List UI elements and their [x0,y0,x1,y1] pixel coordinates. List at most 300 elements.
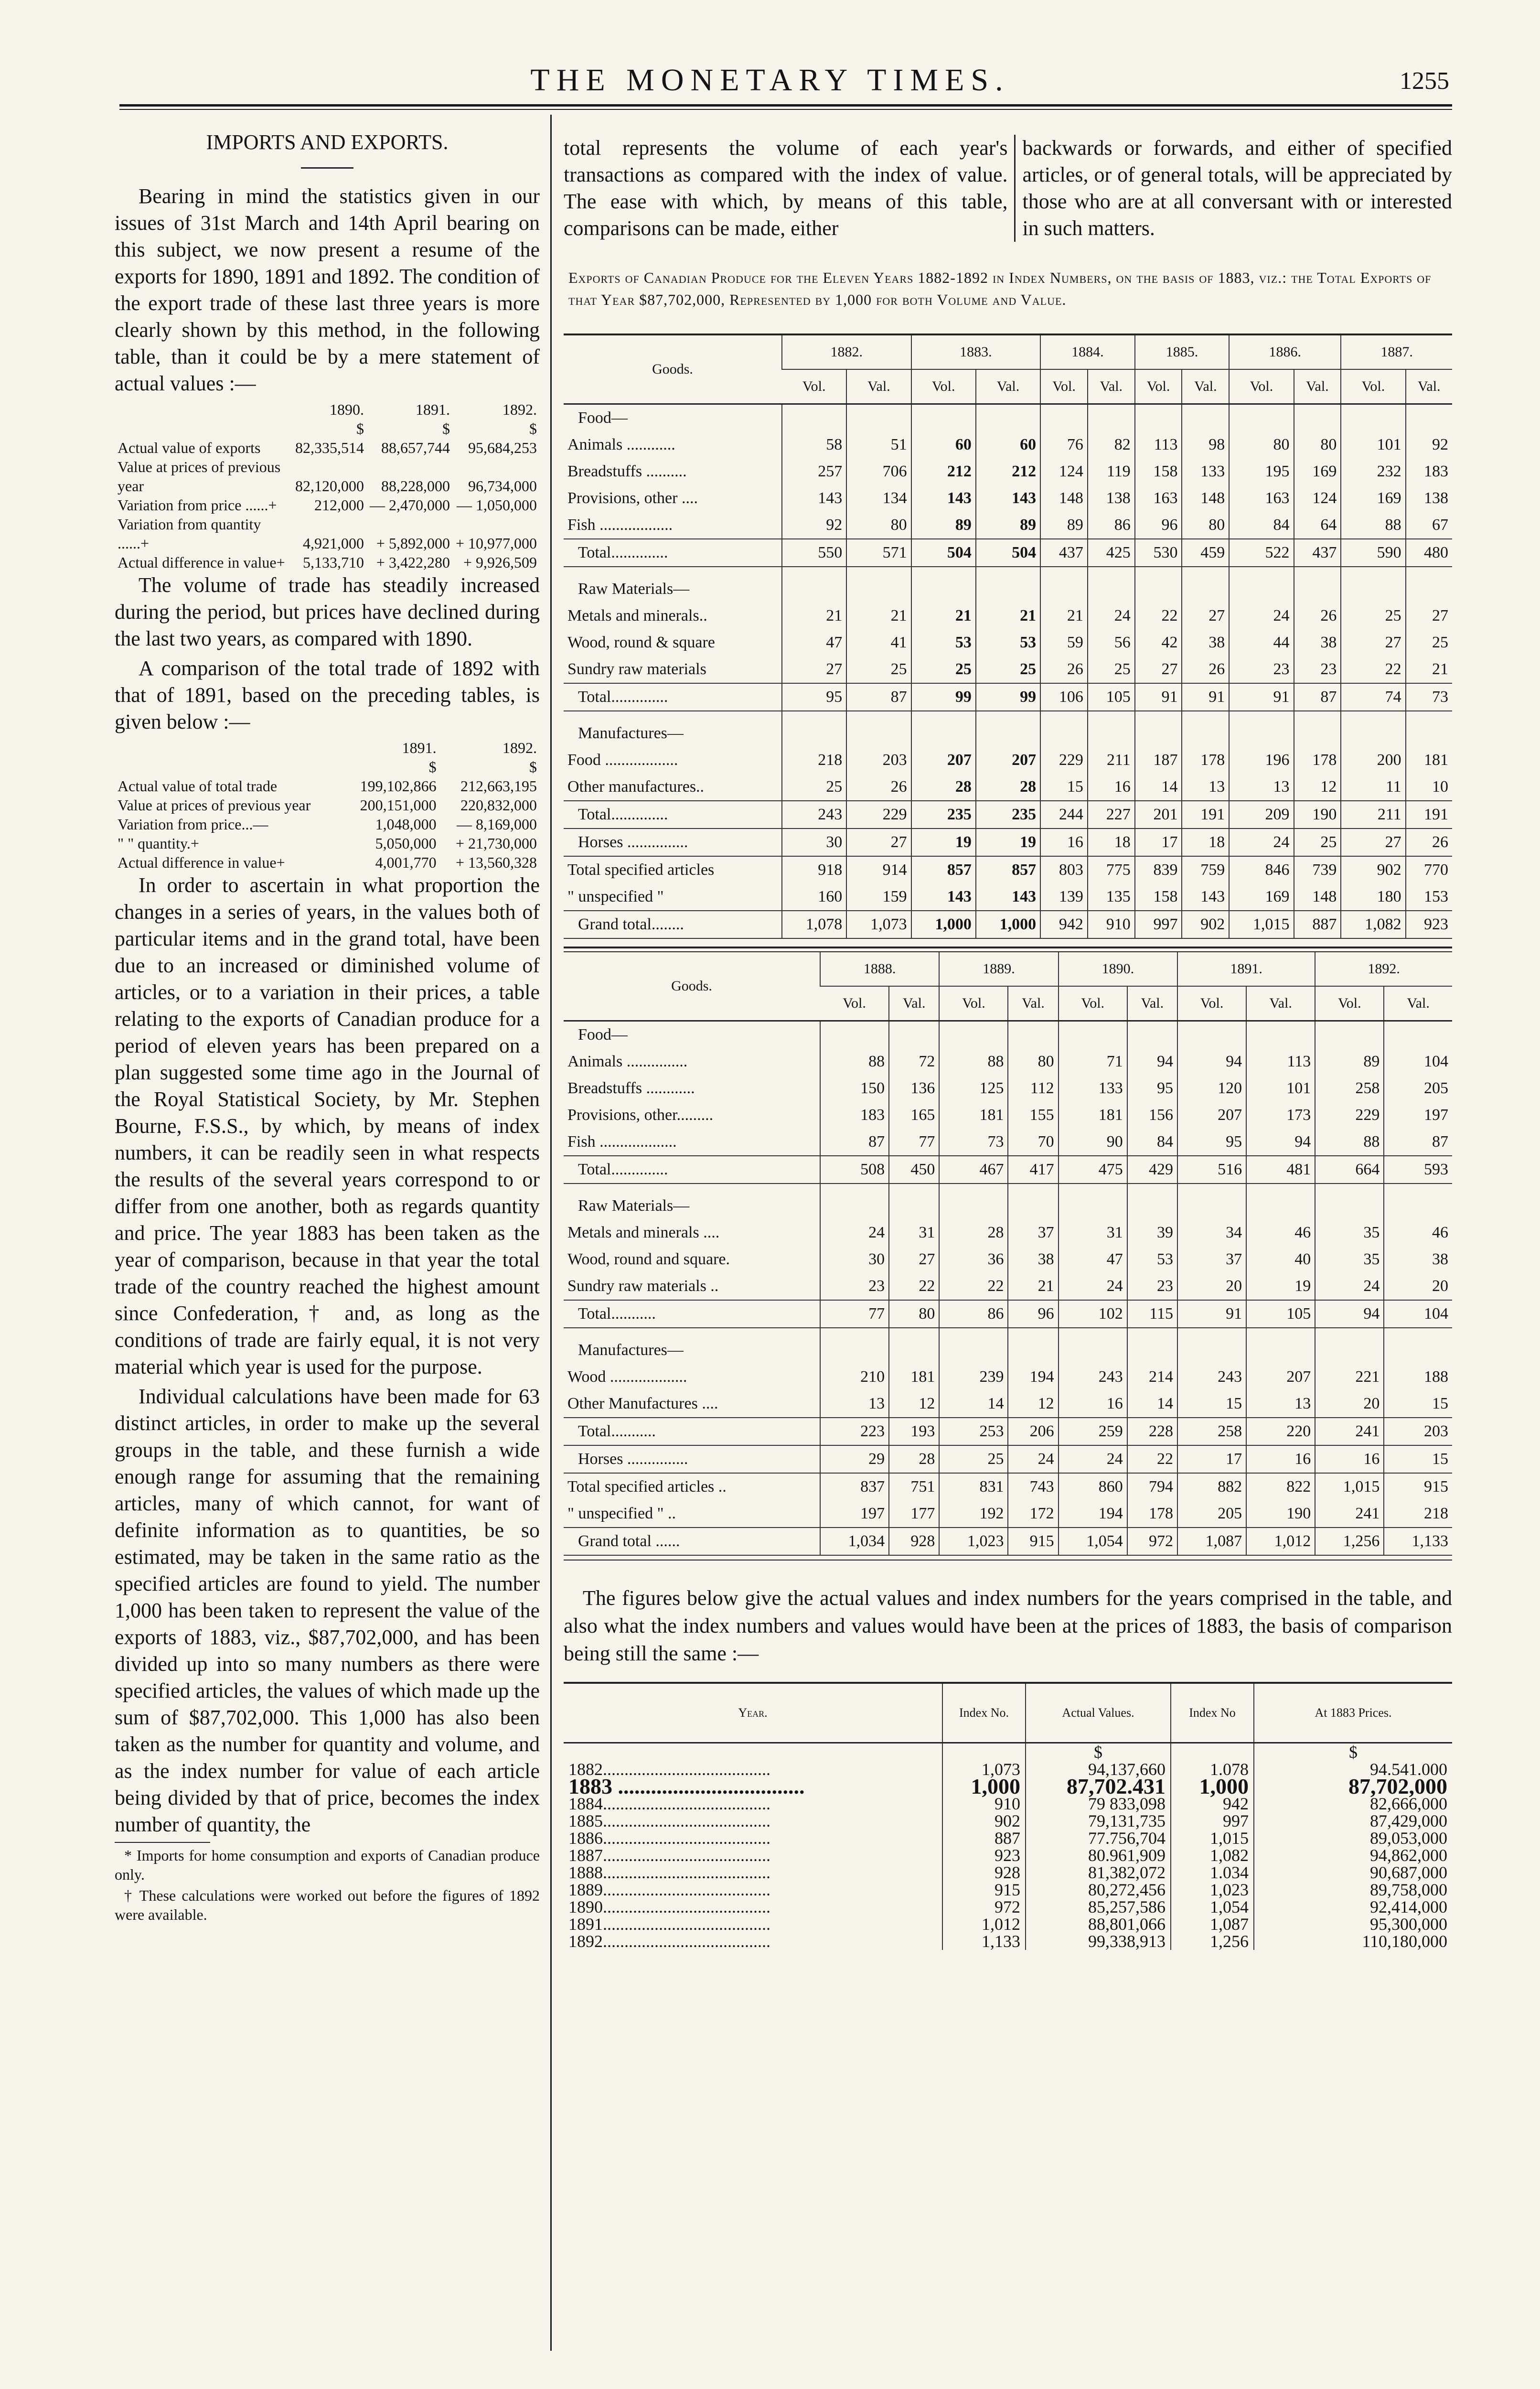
cell: 94 [1177,1048,1246,1075]
cell: 21 [846,603,911,629]
cell [889,1021,939,1049]
row-label: Total.............. [564,1156,820,1184]
row-label: Actual difference in value+ [118,854,285,871]
table-row [115,438,540,457]
vol-head: Vol. [1315,986,1384,1021]
cell: 751 [889,1473,939,1500]
cell: 84 [1229,512,1294,539]
cell: 923 [942,1847,1026,1864]
table-row [115,815,540,834]
table-row [564,1048,1452,1075]
year-head: 1884. [1040,335,1135,369]
cell: 163 [1135,485,1182,512]
table-caption: Exports of Canadian Produce for the Eleven Years 1882-1892 in Index Numbers, on the basis of 1883, viz.: the Total Exports of that Year $87,702,000, Represented by 1,000 for both Volume and Value. [568,269,1432,308]
row-label: " " quantity.+ [118,835,199,852]
cell: 82 [1088,431,1135,458]
cell: 1,000 [911,911,976,938]
table-row [115,553,540,572]
cell: 997 [1171,1812,1254,1829]
cell: 1,078 [782,911,846,938]
cell: 115 [1127,1300,1177,1328]
cell: 194 [1008,1364,1058,1390]
row-label: Wood, round and square. [567,1250,730,1268]
cell: 593 [1384,1156,1452,1184]
cell [820,1021,889,1049]
cell: 13 [820,1390,889,1418]
cell: 15 [1177,1390,1246,1418]
cell: 120 [1177,1075,1246,1102]
cell [1182,404,1229,432]
cell: 87 [1384,1129,1452,1156]
row-label: " unspecified " [567,888,664,905]
table-row [564,1129,1452,1156]
group-head-row [564,576,1452,603]
cell: 88 [820,1048,889,1075]
group-head-row [564,1021,1452,1049]
cell: 88,801,066 [1026,1916,1171,1933]
cell: 169 [1341,485,1405,512]
cell: 218 [1384,1500,1452,1528]
group-head-row [564,1193,1452,1219]
cell: 27 [889,1246,939,1273]
table-row [564,1500,1452,1528]
paragraph-index-values: The figures below give the actual values and index numbers for the years comprised in the table, and also what the index numbers and values would have been at the prices of 1883, the basis of comparison being still the same :— [564,1586,1452,1665]
val-head: Val. [1294,369,1341,404]
cell: 27 [1341,829,1405,856]
year-label: 1891....................................... [568,1915,770,1934]
row-label: Animals ............ [567,436,675,453]
year-label: 1883 .................................. [568,1774,805,1798]
table-row [564,485,1452,512]
cell: 26 [1406,829,1452,856]
cell: 26 [1294,603,1341,629]
table-row [564,603,1452,629]
cell [1246,1021,1315,1049]
cell: + 13,560,328 [455,854,537,871]
cell: 504 [911,539,976,567]
cell: 229 [1040,747,1088,774]
actual-values-head: Actual Values. [1026,1684,1171,1743]
cell: 26 [846,774,911,801]
cell: 530 [1135,539,1182,567]
cell: 67 [1406,512,1452,539]
vol-head: Vol. [1135,369,1182,404]
table-row [564,1916,1452,1933]
cell: 928 [889,1528,939,1555]
column-divider [550,115,552,2351]
cell: 516 [1177,1156,1246,1184]
vol-head: Vol. [939,986,1008,1021]
cell: 4,001,770 [375,854,437,871]
cell: 22 [1135,603,1182,629]
table-row [564,1364,1452,1390]
cell: 105 [1088,683,1135,711]
row-label: Other Manufactures .... [567,1395,718,1412]
year-head: 1892. [1315,952,1452,986]
spacer-row [564,1184,1452,1193]
cell: 21 [911,603,976,629]
cell [1088,576,1135,603]
group-head-row [564,720,1452,747]
row-label: Food— [578,1026,628,1044]
table-row [564,656,1452,683]
row-label: Wood ................... [567,1368,687,1386]
row-label: Breadstuffs ............ [567,1079,695,1097]
cell [1384,1193,1452,1219]
cell: 235 [911,801,976,829]
table-row [564,1390,1452,1418]
row-label: Total........... [564,1418,820,1445]
row-label: Variation from quantity ......+ [118,516,261,552]
cell: 80 [1229,431,1294,458]
cell: 28 [889,1445,939,1473]
table-sep-rule [564,947,1452,948]
year-label: 1892....................................... [568,1932,770,1951]
cell: 104 [1384,1048,1452,1075]
cell: 258 [1177,1418,1246,1445]
cell: 181 [1059,1102,1127,1129]
cell: 190 [1246,1500,1315,1528]
cell: 106 [1040,683,1088,711]
cell: 1,082 [1341,911,1405,938]
cell: 110,180,000 [1254,1933,1452,1950]
cell: 36 [939,1246,1008,1273]
cell: 143 [976,485,1040,512]
cell [1229,404,1294,432]
cell: 1,012 [942,1916,1026,1933]
cell: 94 [1127,1048,1177,1075]
spacer-row [564,1328,1452,1337]
cell: 26 [1182,656,1229,683]
cell: 88 [1315,1129,1384,1156]
cell: 56 [1088,629,1135,656]
year-head: 1892. [503,739,537,756]
cell: 196 [1229,747,1294,774]
cell [820,1193,889,1219]
cell: 241 [1315,1418,1384,1445]
cell: 163 [1229,485,1294,512]
val-head: Val. [1127,986,1177,1021]
cell: 104 [1384,1300,1452,1328]
table-row [564,856,1452,883]
cell: 38 [1182,629,1229,656]
cell: 197 [1384,1102,1452,1129]
cell: 450 [889,1156,939,1184]
cell: 928 [942,1864,1026,1881]
row-label: Animals ............... [567,1053,688,1070]
table-row [564,747,1452,774]
cell: 44 [1229,629,1294,656]
cell: 80 [846,512,911,539]
cell: + 9,926,509 [463,554,537,571]
cell: 1,023 [1171,1881,1254,1898]
cell: 80 [1008,1048,1058,1075]
cell: 915 [942,1881,1026,1898]
table-row [115,515,540,553]
cell: 77 [820,1300,889,1328]
cell: 257 [782,458,846,485]
cell: 169 [1229,883,1294,911]
cell: 153 [1406,883,1452,911]
cell: 739 [1294,856,1341,883]
cell: 27 [846,829,911,856]
cell: 112 [1008,1075,1058,1102]
table-row [115,834,540,853]
paragraph-intro: Bearing in mind the statistics given in our issues of 31st March and 14th April bearing on this subject, we now present a resume of the exports for 1890, 1891 and 1892. The condition of the export trade of these last three years is more clearly shown by this method, in the following table, than it could be by a mere statement of actual values :— [115,184,540,395]
cell: 53 [976,629,1040,656]
goods-head: Goods. [564,335,782,404]
cell: 148 [1040,485,1088,512]
spacer-row [564,567,1452,576]
cell: 193 [889,1418,939,1445]
cell: 803 [1040,856,1088,883]
cell: 1,054 [1171,1898,1254,1916]
cell [939,1193,1008,1219]
cell: 77 [889,1129,939,1156]
cell: 91 [1182,683,1229,711]
cell [782,720,846,747]
cell: 664 [1315,1156,1384,1184]
cell: 181 [1406,747,1452,774]
cell: 199,102,866 [360,777,437,795]
val-head: Val. [1182,369,1229,404]
cell: 17 [1135,829,1182,856]
unit-head: $ [356,420,364,437]
year-label: 1884....................................... [568,1794,770,1813]
cell [1127,1337,1177,1364]
cell: 25 [1406,629,1452,656]
cell [1229,576,1294,603]
cell [820,1337,889,1364]
cell: 87 [846,683,911,711]
cell: 860 [1059,1473,1127,1500]
cell: 571 [846,539,911,567]
cell [846,576,911,603]
cell [1040,404,1088,432]
year-col-head: Year. [564,1684,942,1743]
cell: 21 [1040,603,1088,629]
section-title: IMPORTS AND EXPORTS. [206,130,449,154]
cell: 1,087 [1171,1916,1254,1933]
cell: 942 [1171,1795,1254,1812]
cell: 47 [1059,1246,1127,1273]
cell: 47 [782,629,846,656]
val-head: Val. [1088,369,1135,404]
cell: 17 [1177,1445,1246,1473]
cell: 88,228,000 [381,477,450,495]
unit-head: $ [529,758,537,775]
cell: 133 [1059,1075,1127,1102]
cell: 96 [1008,1300,1058,1328]
cell: 902 [1182,911,1229,938]
cell: 1,087 [1177,1528,1246,1555]
cell: 87,702,000 [1254,1778,1452,1795]
cell: 915 [1384,1473,1452,1500]
cell: 14 [1135,774,1182,801]
cell: 181 [889,1364,939,1390]
row-label: Provisions, other......... [567,1106,714,1124]
cell: 96,734,000 [468,477,537,495]
cell [1135,404,1182,432]
cell: 135 [1088,883,1135,911]
cell: 12 [889,1390,939,1418]
cell [1294,720,1341,747]
cell: 87,702.431 [1026,1778,1171,1795]
at-1883-prices-head: At 1883 Prices. [1254,1684,1452,1743]
cell: 94 [1315,1300,1384,1328]
cell: 229 [846,801,911,829]
table-row [564,1898,1452,1916]
cell: 86 [1088,512,1135,539]
cell [1246,1337,1315,1364]
row-label: Wood, round & square [567,634,715,651]
row-label: Food— [578,409,628,427]
cell: 190 [1294,801,1341,829]
row-label: Provisions, other .... [567,489,698,507]
cell: 25 [976,656,1040,683]
cell: 181 [939,1102,1008,1129]
cell: 24 [1229,603,1294,629]
cell: 72 [889,1048,939,1075]
cell: 101 [1246,1075,1315,1102]
cell: 37 [1008,1219,1058,1246]
cell: 124 [1040,458,1088,485]
row-label: Variation from price...— [118,816,268,833]
row-label: Fish .................. [567,516,673,534]
cell: 481 [1246,1156,1315,1184]
cell: 243 [782,801,846,829]
cell: 212 [976,458,1040,485]
cell [1135,720,1182,747]
cell: 1,133 [1384,1528,1452,1555]
unit-cell [564,1743,942,1761]
cell: 81,382,072 [1026,1864,1171,1881]
cell: 205 [1177,1500,1246,1528]
cell: 35 [1315,1219,1384,1246]
year-label: 1890....................................... [568,1897,770,1916]
row-label: Manufactures— [578,1341,684,1359]
total-row [564,683,1452,711]
cell [1059,1021,1127,1049]
cell: 31 [1059,1219,1127,1246]
cell: 21 [1406,656,1452,683]
cell: 212 [911,458,976,485]
intro-text-b: backwards or forwards, and either of specified articles, or of general totals, will be appreciated by those who are at all conversant with or interested in such matters. [1022,136,1452,240]
table-row [564,1219,1452,1246]
cell: 46 [1384,1219,1452,1246]
cell: 172 [1008,1500,1058,1528]
cell: 143 [976,883,1040,911]
cell: 92 [1406,431,1452,458]
cell: 27 [1135,656,1182,683]
cell [1246,1193,1315,1219]
cell [1177,1021,1246,1049]
cell: 27 [782,656,846,683]
cell: 846 [1229,856,1294,883]
unit-head: $ [428,758,437,775]
cell: 243 [1059,1364,1127,1390]
cell: 5,050,000 [375,835,437,852]
table-row [564,629,1452,656]
cell: 24 [1059,1445,1127,1473]
cell: 775 [1088,856,1135,883]
year-label: 1885....................................... [568,1811,770,1830]
cell: 1.078 [1171,1761,1254,1778]
cell: 915 [1008,1528,1058,1555]
year-head: 1889. [939,952,1058,986]
cell: 12 [1008,1390,1058,1418]
cell: 16 [1088,774,1135,801]
cell: 94.541.000 [1254,1761,1452,1778]
right-column [564,135,1452,1950]
paragraph-method: In order to ascertain in what proportion the changes in a series of years, in the values both of particular items and in the grand total, have been due to an increased or diminished volume of articles, or to a variation in their prices, a table relating to the exports of Canadian produce for a period of eleven years has been prepared on a plan suggested some time ago in the Journal of the Royal Statistical Society, by Mr. Stephen Bourne, F.S.S., by which, by means of index numbers, it can be readily seen in what respects the results of the several years correspond to or differ from one another, both as regards quantity and price. The year 1883 has been taken as the year of comparison, because in that year the total trade of the country reached the highest amount since Confederation,† and, as long as the conditions of trade are fairly equal, it is not very material which year is used for the purpose. [115,873,540,1378]
cell: 38 [1384,1246,1452,1273]
cell: 25 [1294,829,1341,856]
unit-row [564,1743,1452,1761]
cell: 25 [1088,656,1135,683]
cell: 70 [1008,1129,1058,1156]
cell: 91 [1229,683,1294,711]
table-row [564,458,1452,485]
cell: 80 [1182,512,1229,539]
cell: 188 [1384,1364,1452,1390]
cell: 258 [1315,1075,1384,1102]
year-label: 1889....................................... [568,1880,770,1899]
cell: 125 [939,1075,1008,1102]
cell: 95 [782,683,846,711]
cell [1008,1193,1058,1219]
cell: 207 [1177,1102,1246,1129]
cell: 192 [939,1500,1008,1528]
total-row [564,801,1452,829]
cell [911,404,976,432]
group-head-row [564,404,1452,432]
year-head: 1886. [1229,335,1341,369]
cell: 16 [1040,829,1088,856]
cell: 191 [1182,801,1229,829]
cell [1177,1193,1246,1219]
cell: 119 [1088,458,1135,485]
cell: 887 [942,1829,1026,1847]
cell [782,404,846,432]
cell: 74 [1341,683,1405,711]
cell: 203 [846,747,911,774]
cell: 138 [1406,485,1452,512]
cell: 38 [1008,1246,1058,1273]
cell: 173 [1246,1102,1315,1129]
vol-head: Vol. [1177,986,1246,1021]
cell: 92 [782,512,846,539]
cell: 79,131,735 [1026,1812,1171,1829]
cell: 89,758,000 [1254,1881,1452,1898]
cell: 437 [1294,539,1341,567]
cell: 177 [889,1500,939,1528]
table-row [564,774,1452,801]
row-label: Variation from price ......+ [118,496,277,514]
cell: 30 [782,829,846,856]
cell [1341,404,1405,432]
cell [1059,1193,1127,1219]
summary-table-1890-1892 [115,400,540,572]
footnote-rule [115,1842,210,1843]
table-row [115,776,540,796]
cell: 923 [1406,911,1452,938]
cell: 158 [1135,458,1182,485]
cell: 429 [1127,1156,1177,1184]
cell: 206 [1008,1418,1058,1445]
cell: 14 [939,1390,1008,1418]
cell: 143 [911,485,976,512]
